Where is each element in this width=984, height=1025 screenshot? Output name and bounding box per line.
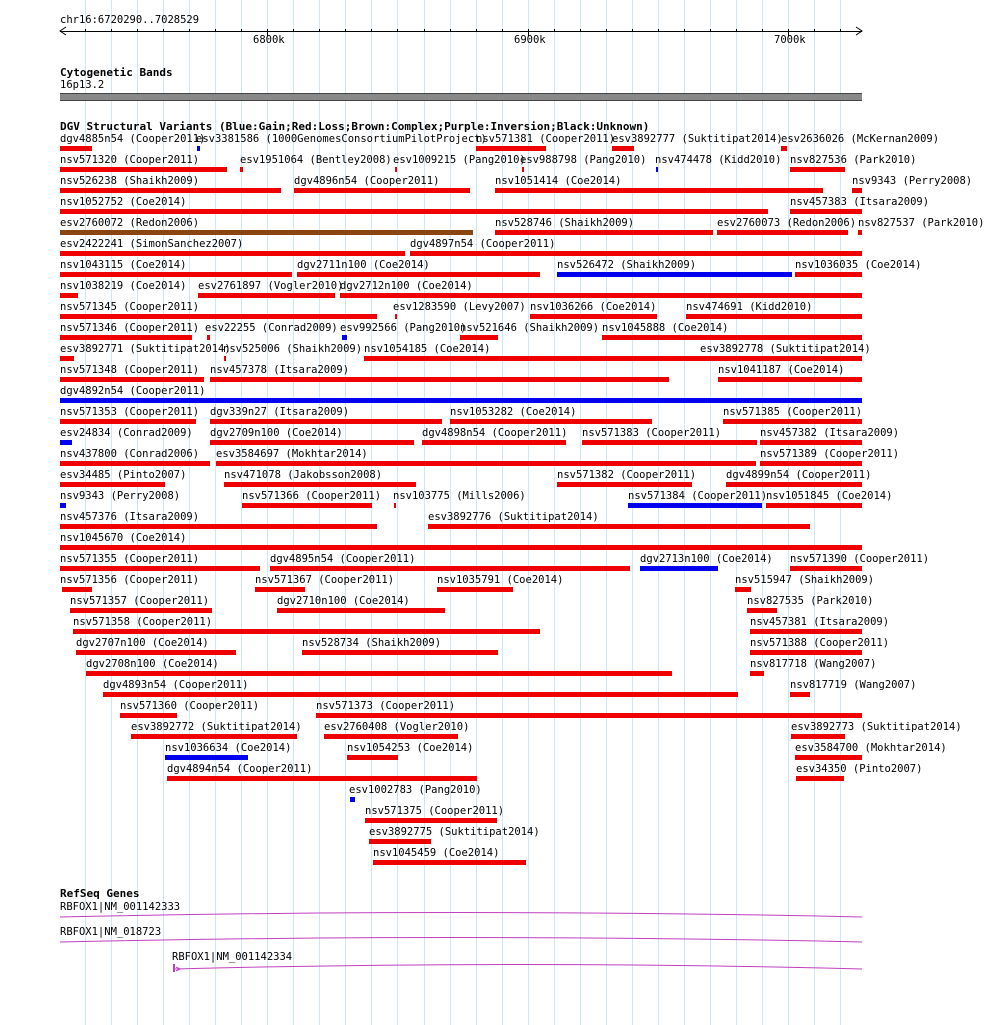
- ruler-minor-tick: [241, 29, 242, 32]
- variant-bar-loss[interactable]: [750, 650, 862, 655]
- cytoband-track-title: Cytogenetic Bands: [60, 66, 173, 79]
- variant-bar-loss[interactable]: [612, 146, 634, 151]
- variant-label[interactable]: nsv1054185 (Coe2014): [364, 343, 491, 355]
- variant-bar-loss[interactable]: [207, 335, 210, 340]
- variant-label[interactable]: esv2760072 (Redon2006): [60, 217, 200, 229]
- variant-label[interactable]: nsv515947 (Shaikh2009): [735, 574, 875, 586]
- grid-line: [788, 0, 789, 1025]
- variant-bar-loss[interactable]: [495, 188, 823, 193]
- variant-bar-loss[interactable]: [460, 335, 498, 340]
- variant-label[interactable]: dgv4885n54 (Cooper2011): [60, 133, 206, 145]
- variant-bar-loss[interactable]: [347, 755, 398, 760]
- variant-bar-loss[interactable]: [422, 440, 566, 445]
- ruler-minor-tick: [450, 29, 451, 32]
- variant-bar-loss[interactable]: [86, 671, 672, 676]
- variant-bar-loss[interactable]: [255, 587, 305, 592]
- variant-bar-loss[interactable]: [750, 629, 862, 634]
- variant-label[interactable]: nsv1036035 (Coe2014): [795, 259, 922, 271]
- variant-label[interactable]: nsv526472 (Shaikh2009): [557, 259, 697, 271]
- variant-bar-loss[interactable]: [495, 230, 713, 235]
- variant-bar-loss[interactable]: [557, 482, 692, 487]
- variant-bar-loss[interactable]: [210, 419, 442, 424]
- variant-label[interactable]: nsv827536 (Park2010): [790, 154, 917, 166]
- ruler-location-label: chr16:6720290..7028529: [60, 14, 200, 26]
- variant-label[interactable]: esv3584700 (Mokhtar2014): [795, 742, 947, 754]
- variant-bar-loss[interactable]: [167, 776, 477, 781]
- variant-label[interactable]: nsv571388 (Cooper2011): [750, 637, 890, 649]
- ruler-minor-tick: [111, 29, 112, 32]
- variant-label[interactable]: nsv525006 (Shaikh2009): [223, 343, 363, 355]
- variant-label[interactable]: nsv457376 (Itsara2009): [60, 511, 200, 523]
- variant-label[interactable]: esv34350 (Pinto2007): [796, 763, 923, 775]
- ruler-tick-label: 7000k: [774, 34, 806, 46]
- variant-label[interactable]: nsv817718 (Wang2007): [750, 658, 877, 670]
- ruler-minor-tick: [476, 29, 477, 32]
- variant-bar-loss[interactable]: [198, 293, 335, 298]
- variant-bar-loss[interactable]: [294, 188, 470, 193]
- variant-bar-loss[interactable]: [394, 503, 396, 508]
- variant-label[interactable]: nsv571355 (Cooper2011): [60, 553, 200, 565]
- variant-label[interactable]: dgv4894n54 (Cooper2011): [167, 763, 313, 775]
- variant-bar-loss[interactable]: [364, 356, 700, 361]
- ruler-minor-tick: [710, 29, 711, 32]
- variant-label[interactable]: dgv2712n100 (Coe2014): [340, 280, 473, 292]
- variant-label[interactable]: nsv571373 (Cooper2011): [316, 700, 456, 712]
- variant-bar-gain[interactable]: [342, 335, 347, 340]
- gene-label[interactable]: RBFOX1|NM_001142333: [60, 901, 181, 913]
- variant-label[interactable]: dgv2708n100 (Coe2014): [86, 658, 219, 670]
- variant-label[interactable]: dgv2713n100 (Coe2014): [640, 553, 773, 565]
- variant-bar-loss[interactable]: [297, 272, 540, 277]
- variant-label[interactable]: nsv571366 (Cooper2011): [242, 490, 382, 502]
- gene-transcript-nm-001142334[interactable]: [172, 961, 862, 975]
- refseq-track-title: RefSeq Genes: [60, 887, 140, 900]
- gene-label[interactable]: RBFOX1|NM_018723: [60, 926, 162, 938]
- variant-bar-loss[interactable]: [790, 167, 845, 172]
- ruler-tick-label: 6800k: [253, 34, 285, 46]
- gene-transcript-nm-018723[interactable]: [60, 934, 862, 948]
- variant-label[interactable]: nsv474478 (Kidd2010): [655, 154, 782, 166]
- variant-label[interactable]: nsv817719 (Wang2007): [790, 679, 917, 691]
- variant-label[interactable]: esv3892778 (Suktitipat2014): [700, 343, 871, 355]
- variant-label[interactable]: esv3584697 (Mokhtar2014): [216, 448, 368, 460]
- variant-bar-loss[interactable]: [718, 377, 862, 382]
- variant-bar-gain[interactable]: [60, 503, 66, 508]
- variant-bar-loss[interactable]: [760, 440, 862, 445]
- variant-bar-loss[interactable]: [395, 167, 397, 172]
- variant-label[interactable]: nsv571367 (Cooper2011): [255, 574, 395, 586]
- variant-label[interactable]: dgv4893n54 (Cooper2011): [103, 679, 249, 691]
- variant-bar-loss[interactable]: [224, 356, 226, 361]
- variant-bar-loss[interactable]: [365, 818, 497, 823]
- variant-label[interactable]: esv1951064 (Bentley2008): [240, 154, 392, 166]
- variant-label[interactable]: nsv457383 (Itsara2009): [790, 196, 930, 208]
- variant-label[interactable]: esv24834 (Conrad2009): [60, 427, 193, 439]
- variant-label[interactable]: nsv528746 (Shaikh2009): [495, 217, 635, 229]
- ruler-minor-tick: [684, 29, 685, 32]
- variant-bar-loss[interactable]: [437, 587, 513, 592]
- variant-bar-loss[interactable]: [530, 314, 657, 319]
- variant-bar-loss[interactable]: [582, 440, 757, 445]
- variant-label[interactable]: dgv4898n54 (Cooper2011): [422, 427, 568, 439]
- variant-bar-loss[interactable]: [60, 377, 204, 382]
- variant-bar-loss[interactable]: [131, 734, 297, 739]
- ruler-right-arrow-icon: [856, 27, 862, 35]
- variant-label[interactable]: dgv2710n100 (Coe2014): [277, 595, 410, 607]
- variant-bar-gain[interactable]: [60, 398, 862, 403]
- ruler-minor-tick: [632, 29, 633, 32]
- ruler-minor-tick: [293, 29, 294, 32]
- variant-bar-loss[interactable]: [103, 692, 738, 697]
- variant-bar-loss[interactable]: [522, 167, 524, 172]
- ruler-minor-tick: [345, 29, 346, 32]
- ruler-minor-tick: [215, 29, 216, 32]
- variant-label[interactable]: nsv1043115 (Coe2014): [60, 259, 187, 271]
- variant-bar-loss[interactable]: [60, 566, 260, 571]
- variant-label[interactable]: nsv1051414 (Coe2014): [495, 175, 622, 187]
- variant-label[interactable]: nsv571375 (Cooper2011): [365, 805, 505, 817]
- variant-label[interactable]: nsv571353 (Cooper2011): [60, 406, 200, 418]
- variant-label[interactable]: nsv9343 (Perry2008): [852, 175, 973, 187]
- ruler-minor-tick: [554, 29, 555, 32]
- ruler-minor-tick: [319, 29, 320, 32]
- variant-bar-loss[interactable]: [686, 314, 862, 319]
- variant-bar-loss[interactable]: [717, 230, 848, 235]
- variant-bar-gain[interactable]: [557, 272, 792, 277]
- variant-bar-loss[interactable]: [60, 419, 196, 424]
- ruler-minor-tick: [762, 29, 763, 32]
- variant-bar-loss[interactable]: [340, 293, 862, 298]
- variant-label[interactable]: nsv1053282 (Coe2014): [450, 406, 577, 418]
- ruler-left-arrow-icon: [60, 27, 66, 35]
- variant-bar-loss[interactable]: [476, 146, 546, 151]
- variant-label[interactable]: nsv571382 (Cooper2011): [557, 469, 697, 481]
- variant-bar-loss[interactable]: [369, 839, 431, 844]
- variant-bar-gain[interactable]: [165, 755, 248, 760]
- variant-bar-loss[interactable]: [395, 314, 397, 319]
- variant-label[interactable]: dgv4899n54 (Cooper2011): [726, 469, 872, 481]
- variant-bar-loss[interactable]: [277, 608, 445, 613]
- variant-bar-loss[interactable]: [240, 167, 243, 172]
- variant-bar-loss[interactable]: [700, 356, 862, 361]
- variant-bar-loss[interactable]: [62, 587, 92, 592]
- variant-label[interactable]: nsv571345 (Cooper2011): [60, 301, 200, 313]
- variant-bar-loss[interactable]: [795, 272, 862, 277]
- variant-bar-loss[interactable]: [796, 776, 844, 781]
- variant-label[interactable]: nsv1045459 (Coe2014): [373, 847, 500, 859]
- variant-label[interactable]: nsv571383 (Cooper2011): [582, 427, 722, 439]
- variant-bar-loss[interactable]: [60, 188, 281, 193]
- variant-label[interactable]: nsv1038219 (Coe2014): [60, 280, 187, 292]
- variant-bar-loss[interactable]: [450, 419, 652, 424]
- variant-label[interactable]: nsv9343 (Perry2008): [60, 490, 181, 502]
- ruler-minor-tick: [736, 29, 737, 32]
- ruler-minor-tick: [606, 29, 607, 32]
- variant-bar-loss[interactable]: [60, 272, 292, 277]
- ruler-minor-tick: [397, 29, 398, 32]
- variant-label[interactable]: esv3892775 (Suktitipat2014): [369, 826, 540, 838]
- variant-bar-loss[interactable]: [60, 524, 377, 529]
- variant-bar-loss[interactable]: [316, 713, 862, 718]
- variant-label[interactable]: nsv1041187 (Coe2014): [718, 364, 845, 376]
- variant-label[interactable]: nsv571348 (Cooper2011): [60, 364, 200, 376]
- variant-label[interactable]: nsv571320 (Cooper2011): [60, 154, 200, 166]
- variant-bar-loss[interactable]: [60, 251, 405, 256]
- ruler-minor-tick: [137, 29, 138, 32]
- variant-bar-loss[interactable]: [76, 650, 236, 655]
- variant-bar-loss[interactable]: [60, 293, 78, 298]
- variant-label[interactable]: dgv4892n54 (Cooper2011): [60, 385, 206, 397]
- ruler-tick-label: 6900k: [514, 34, 546, 46]
- variant-label[interactable]: nsv571384 (Cooper2011): [628, 490, 768, 502]
- variant-bar-gain[interactable]: [640, 566, 718, 571]
- gene-transcript-nm-001142333[interactable]: [60, 909, 862, 923]
- cytoband-label: 16p13.2: [60, 79, 105, 91]
- variant-bar-gain[interactable]: [197, 146, 200, 151]
- variant-label[interactable]: esv3892771 (Suktitipat2014): [60, 343, 231, 355]
- variant-bar-loss[interactable]: [60, 461, 210, 466]
- variant-label[interactable]: esv1009215 (Pang2010): [393, 154, 526, 166]
- variant-bar-loss[interactable]: [790, 566, 862, 571]
- variant-label[interactable]: nsv1054253 (Coe2014): [347, 742, 474, 754]
- variant-label[interactable]: esv1002783 (Pang2010): [349, 784, 482, 796]
- variant-label[interactable]: nsv1036266 (Coe2014): [530, 301, 657, 313]
- variant-bar-loss[interactable]: [790, 209, 862, 214]
- dgv-track-title: DGV Structural Variants (Blue:Gain;Red:Loss;Brown:Complex;Purple:Inversion;Black:Unknown): [60, 120, 650, 133]
- variant-label[interactable]: esv988798 (Pang2010): [520, 154, 647, 166]
- variant-label[interactable]: dgv2707n100 (Coe2014): [76, 637, 209, 649]
- variant-bar-loss[interactable]: [750, 671, 764, 676]
- variant-label[interactable]: nsv1036634 (Coe2014): [165, 742, 292, 754]
- variant-label[interactable]: nsv526238 (Shaikh2009): [60, 175, 200, 187]
- variant-bar-loss[interactable]: [852, 188, 862, 193]
- variant-bar-loss[interactable]: [791, 734, 845, 739]
- variant-bar-loss[interactable]: [373, 860, 526, 865]
- variant-bar-loss[interactable]: [602, 335, 862, 340]
- variant-bar-loss[interactable]: [790, 692, 810, 697]
- variant-label[interactable]: nsv571358 (Cooper2011): [73, 616, 213, 628]
- variant-bar-loss[interactable]: [858, 230, 862, 235]
- ruler-minor-tick: [502, 29, 503, 32]
- variant-label[interactable]: nsv827535 (Park2010): [747, 595, 874, 607]
- ruler-minor-tick: [658, 29, 659, 32]
- variant-bar-loss[interactable]: [120, 713, 177, 718]
- variant-label[interactable]: nsv457381 (Itsara2009): [750, 616, 890, 628]
- grid-line: [215, 0, 216, 1025]
- cytoband-16p13-2[interactable]: [60, 93, 862, 101]
- variant-bar-loss[interactable]: [60, 314, 377, 319]
- variant-label[interactable]: esv34485 (Pinto2007): [60, 469, 187, 481]
- variant-label[interactable]: nsv521646 (Shaikh2009): [460, 322, 600, 334]
- variant-bar-complex[interactable]: [60, 230, 473, 235]
- ruler-minor-tick: [163, 29, 164, 32]
- variant-bar-loss[interactable]: [210, 440, 414, 445]
- variant-bar-loss[interactable]: [73, 629, 540, 634]
- variant-label[interactable]: nsv571360 (Cooper2011): [120, 700, 260, 712]
- variant-bar-loss[interactable]: [270, 566, 630, 571]
- variant-label[interactable]: esv3892773 (Suktitipat2014): [791, 721, 962, 733]
- variant-label[interactable]: esv3892776 (Suktitipat2014): [428, 511, 599, 523]
- variant-label[interactable]: nsv827537 (Park2010): [858, 217, 984, 229]
- ruler-minor-tick: [424, 29, 425, 32]
- ruler-minor-tick: [189, 29, 190, 32]
- ruler-minor-tick: [840, 29, 841, 32]
- variant-bar-loss[interactable]: [747, 608, 777, 613]
- variant-label[interactable]: dgv4897n54 (Cooper2011): [410, 238, 556, 250]
- variant-bar-loss[interactable]: [60, 209, 768, 214]
- ruler-minor-tick: [371, 29, 372, 32]
- variant-label[interactable]: nsv1045888 (Coe2014): [602, 322, 729, 334]
- variant-label[interactable]: esv2760073 (Redon2006): [717, 217, 857, 229]
- variant-label[interactable]: nsv1051845 (Coe2014): [766, 490, 893, 502]
- variant-bar-loss[interactable]: [302, 650, 498, 655]
- variant-label[interactable]: nsv474691 (Kidd2010): [686, 301, 813, 313]
- variant-bar-gain[interactable]: [628, 503, 762, 508]
- variant-bar-loss[interactable]: [428, 524, 810, 529]
- variant-label[interactable]: nsv571390 (Cooper2011): [790, 553, 930, 565]
- variant-label[interactable]: nsv471078 (Jakobsson2008): [224, 469, 383, 481]
- variant-label[interactable]: nsv528734 (Shaikh2009): [302, 637, 442, 649]
- variant-bar-loss[interactable]: [60, 335, 192, 340]
- variant-label[interactable]: dgv339n27 (Itsara2009): [210, 406, 350, 418]
- variant-bar-loss[interactable]: [216, 461, 756, 466]
- variant-bar-loss[interactable]: [760, 461, 862, 466]
- variant-label[interactable]: nsv1052752 (Coe2014): [60, 196, 187, 208]
- variant-bar-loss[interactable]: [324, 734, 458, 739]
- variant-label[interactable]: nsv571381 (Cooper2011): [476, 133, 616, 145]
- variant-label[interactable]: esv2422241 (SimonSanchez2007): [60, 238, 244, 250]
- variant-label[interactable]: nsv1045670 (Coe2014): [60, 532, 187, 544]
- ruler-minor-tick: [814, 29, 815, 32]
- variant-bar-gain[interactable]: [60, 440, 72, 445]
- variant-label[interactable]: dgv2711n100 (Coe2014): [297, 259, 430, 271]
- variant-label[interactable]: nsv571346 (Cooper2011): [60, 322, 200, 334]
- variant-label[interactable]: esv3892777 (Suktitipat2014): [612, 133, 783, 145]
- variant-label[interactable]: nsv571385 (Cooper2011): [723, 406, 863, 418]
- variant-label[interactable]: dgv2709n100 (Coe2014): [210, 427, 343, 439]
- variant-bar-loss[interactable]: [60, 356, 74, 361]
- variant-label[interactable]: esv2761897 (Vogler2010): [198, 280, 344, 292]
- variant-bar-loss[interactable]: [726, 482, 862, 487]
- variant-bar-gain[interactable]: [350, 797, 355, 802]
- variant-bar-loss[interactable]: [242, 503, 372, 508]
- variant-bar-loss[interactable]: [410, 251, 862, 256]
- variant-label[interactable]: esv22255 (Conrad2009): [205, 322, 338, 334]
- variant-label[interactable]: nsv1035791 (Coe2014): [437, 574, 564, 586]
- variant-label[interactable]: esv1283590 (Levy2007): [393, 301, 526, 313]
- variant-bar-loss[interactable]: [60, 545, 862, 550]
- variant-bar-loss[interactable]: [795, 755, 862, 760]
- variant-label[interactable]: dgv4896n54 (Cooper2011): [294, 175, 440, 187]
- variant-bar-loss[interactable]: [70, 608, 212, 613]
- variant-bar-loss[interactable]: [735, 587, 751, 592]
- variant-bar-loss[interactable]: [723, 419, 862, 424]
- variant-label[interactable]: dgv4895n54 (Cooper2011): [270, 553, 416, 565]
- variant-label[interactable]: esv992566 (Pang2010): [340, 322, 467, 334]
- variant-bar-loss[interactable]: [60, 167, 227, 172]
- variant-label[interactable]: esv3892772 (Suktitipat2014): [131, 721, 302, 733]
- gene-label[interactable]: RBFOX1|NM_001142334: [172, 951, 293, 963]
- variant-label[interactable]: nsv571357 (Cooper2011): [70, 595, 210, 607]
- variant-label[interactable]: nsv103775 (Mills2006): [393, 490, 526, 502]
- variant-bar-loss[interactable]: [60, 482, 165, 487]
- variant-bar-loss[interactable]: [781, 146, 787, 151]
- variant-label[interactable]: nsv457378 (Itsara2009): [210, 364, 350, 376]
- variant-label[interactable]: nsv571356 (Cooper2011): [60, 574, 200, 586]
- variant-label[interactable]: esv3381586 (1000GenomesConsortiumPilotProject): [196, 133, 487, 145]
- variant-bar-gain[interactable]: [656, 167, 658, 172]
- ruler-arrows: [58, 27, 866, 36]
- variant-bar-loss[interactable]: [210, 377, 669, 382]
- variant-bar-loss[interactable]: [60, 146, 92, 151]
- variant-label[interactable]: esv2636026 (McKernan2009): [781, 133, 940, 145]
- variant-label[interactable]: nsv571389 (Cooper2011): [760, 448, 900, 460]
- variant-label[interactable]: nsv457382 (Itsara2009): [760, 427, 900, 439]
- ruler-minor-tick: [580, 29, 581, 32]
- variant-label[interactable]: esv2760408 (Vogler2010): [324, 721, 470, 733]
- variant-bar-loss[interactable]: [766, 503, 862, 508]
- ruler-minor-tick: [85, 29, 86, 32]
- variant-label[interactable]: nsv437800 (Conrad2006): [60, 448, 200, 460]
- variant-bar-loss[interactable]: [224, 482, 416, 487]
